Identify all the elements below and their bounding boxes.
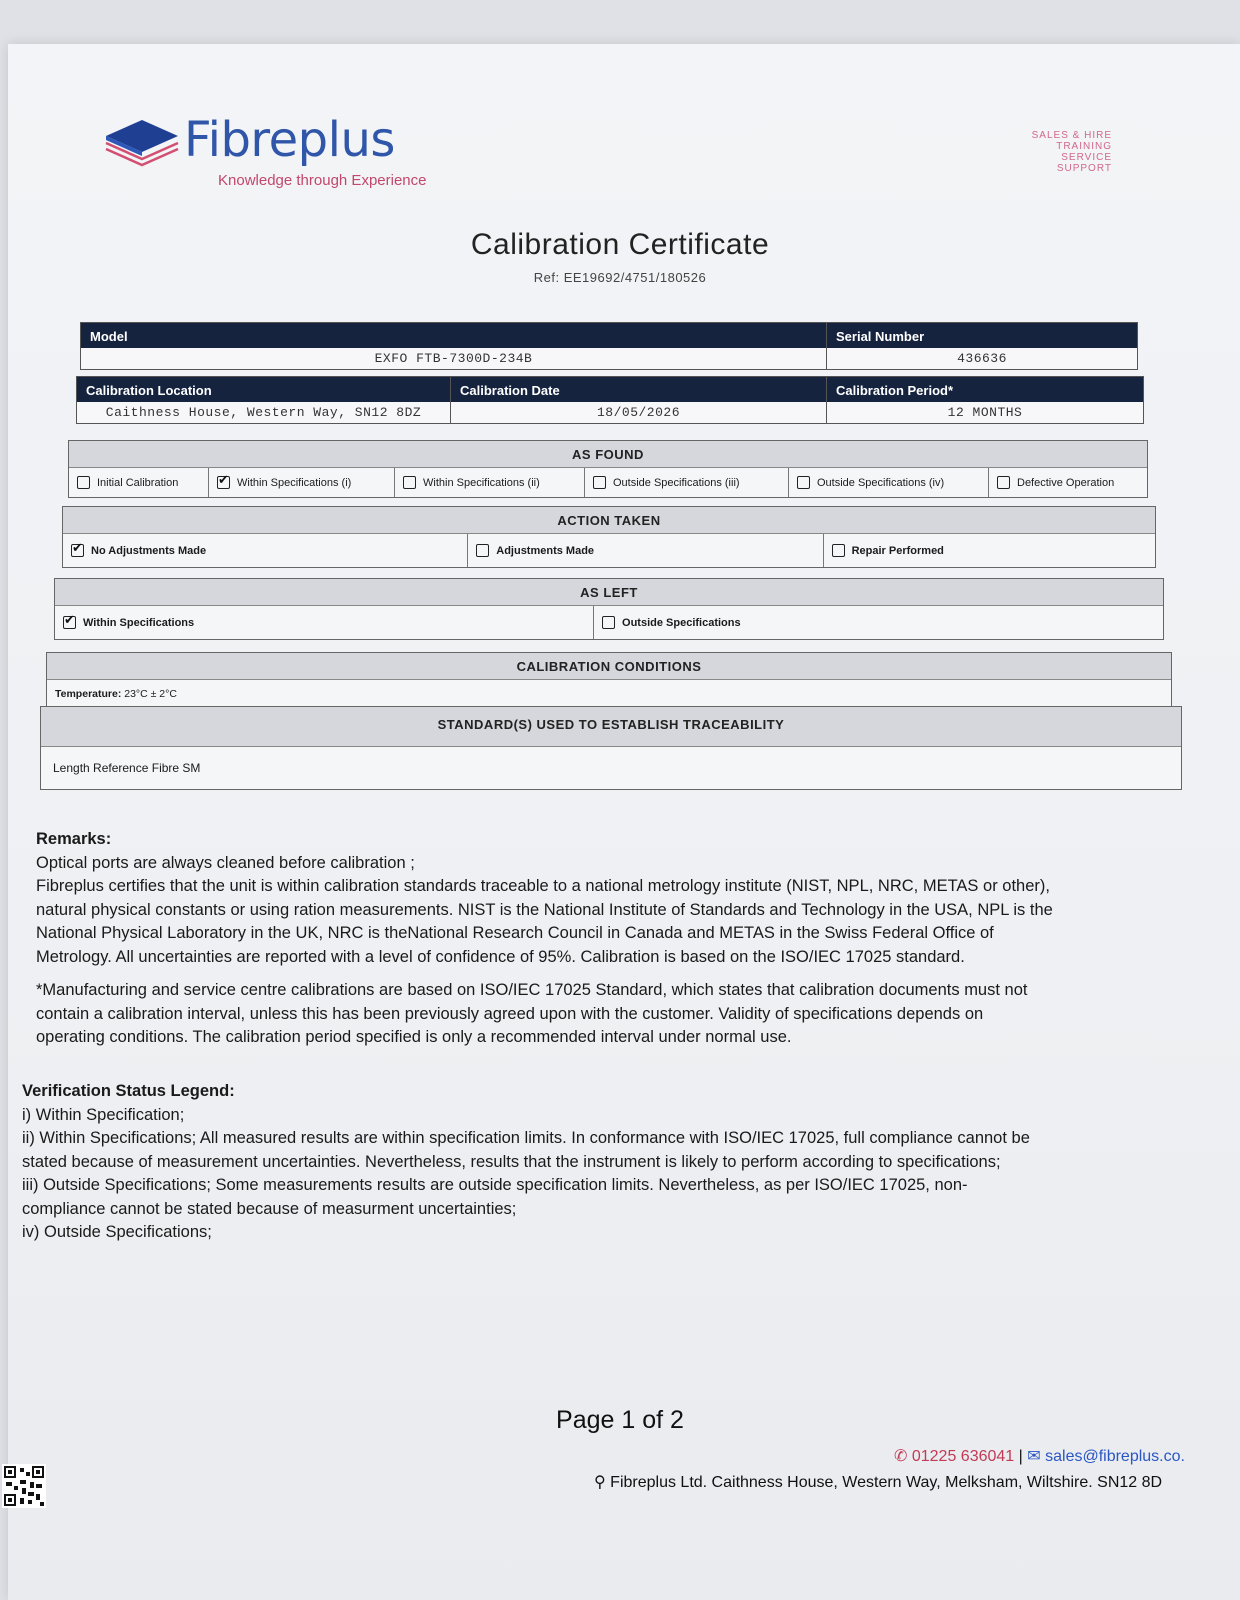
standards-section bbox=[40, 706, 1182, 790]
remarks-line: Fibreplus certifies that the unit is within calibration standards traceable to a national metrology institute (NIST, NPL, NRC, METAS or other), bbox=[36, 877, 1050, 895]
service-item: TRAINING bbox=[1056, 141, 1112, 152]
date-value: 18/05/2026 bbox=[596, 405, 680, 420]
certificate-title: Calibration Certificate bbox=[470, 228, 770, 261]
temperature-label: Temperature: bbox=[55, 688, 122, 700]
remarks-line: Metrology. All uncertainties are reported with a level of confidence of 95%. Calibration is based on the ISO/IEC 17025 standard. bbox=[36, 947, 965, 966]
calibration-note-line: *Manufacturing and service centre calibrations are based on ISO/IEC 17025 Standard, which states that calibration documents must not bbox=[36, 981, 1028, 999]
calibration-info-table bbox=[76, 376, 1144, 424]
period-value: 12 MONTHS bbox=[947, 405, 1023, 420]
as-left-section bbox=[54, 578, 1164, 640]
remarks-line: Optical ports are always cleaned before calibration ; bbox=[36, 853, 415, 872]
as-found-heading: AS FOUND bbox=[69, 441, 1147, 468]
serial-label: Serial Number bbox=[827, 323, 1137, 348]
action-repair-performed[interactable]: Repair Performed bbox=[824, 534, 1155, 567]
model-value: EXFO FTB-7300D-234B bbox=[374, 351, 533, 366]
checkbox-icon[interactable] bbox=[602, 616, 615, 629]
period-label: Calibration Period* bbox=[827, 377, 1143, 402]
remarks-line: natural physical constants or using ration measurements. NIST is the National Institute of Standards and Technology in the USA, NPL is the bbox=[36, 900, 1053, 919]
legend-line: iv) Outside Specifications; bbox=[22, 1223, 212, 1241]
calibration-note-line: contain a calibration interval, unless this has been previously agreed upon with the customer. Validity of specifications depends on bbox=[36, 1004, 984, 1023]
service-item: SALES & HIRE bbox=[1031, 130, 1112, 141]
date-label: Calibration Date bbox=[451, 377, 826, 402]
as-found-defective-operation[interactable]: Defective Operation bbox=[989, 468, 1147, 497]
model-label: Model bbox=[81, 323, 826, 348]
action-no-adjustments[interactable]: ✔ No Adjustments Made bbox=[63, 534, 468, 567]
checkbox-icon[interactable] bbox=[832, 544, 845, 557]
remarks-line: National Physical Laboratory in the UK, NRC is theNational Research Council in Canada and METAS in the Swiss Federal Office of bbox=[36, 924, 994, 942]
checkbox-icon[interactable] bbox=[997, 476, 1010, 489]
brand-tagline: Knowledge through Experience bbox=[218, 172, 427, 189]
legend-heading: Verification Status Legend: bbox=[22, 1082, 235, 1100]
location-value: Caithness House, Western Way, SN12 8DZ bbox=[105, 405, 422, 420]
standards-heading: STANDARD(S) USED TO ESTABLISH TRACEABILITY bbox=[41, 707, 1181, 747]
service-item: SUPPORT bbox=[1056, 163, 1112, 174]
address-text: Fibreplus Ltd. Caithness House, Western Way, Melksham, Wiltshire. SN12 8D bbox=[610, 1474, 1163, 1491]
page-number: Page 1 of 2 bbox=[556, 1406, 684, 1434]
as-found-outside-spec-iii[interactable]: Outside Specifications (iii) bbox=[585, 468, 789, 497]
checkbox-icon[interactable] bbox=[797, 476, 810, 489]
standards-value: Length Reference Fibre SM bbox=[53, 761, 201, 775]
phone-icon: ✆ bbox=[894, 1448, 908, 1465]
certificate-ref: Ref: EE19692/4751/180526 bbox=[533, 270, 707, 285]
qr-code-icon bbox=[2, 1464, 46, 1508]
serial-cell bbox=[827, 323, 1137, 369]
as-left-heading: AS LEFT bbox=[55, 579, 1163, 606]
legend-line: compliance cannot be stated because of measurment uncertainties; bbox=[22, 1199, 517, 1218]
location-pin-icon: ⚲ bbox=[594, 1474, 606, 1491]
as-left-outside-spec[interactable]: Outside Specifications bbox=[594, 606, 1163, 639]
checkbox-checked-icon[interactable] bbox=[63, 616, 76, 629]
as-left-within-spec[interactable]: ✔ Within Specifications bbox=[55, 606, 594, 639]
as-found-within-spec-ii[interactable]: Within Specifications (ii) bbox=[395, 468, 585, 497]
action-taken-section bbox=[62, 506, 1156, 568]
contact-line bbox=[894, 1446, 1185, 1466]
location-cell bbox=[77, 377, 451, 423]
as-found-section bbox=[68, 440, 1148, 498]
model-cell bbox=[81, 323, 827, 369]
as-found-initial-calibration[interactable]: Initial Calibration bbox=[69, 468, 209, 497]
calibration-note-line: operating conditions. The calibration period specified is only a recommended interval under normal use. bbox=[36, 1028, 792, 1046]
legend-line: i) Within Specification; bbox=[22, 1105, 185, 1124]
checkbox-icon[interactable] bbox=[476, 544, 489, 557]
temperature-value: 23°C ± 2°C bbox=[124, 688, 177, 700]
checkbox-icon[interactable] bbox=[403, 476, 416, 489]
email-link[interactable]: sales@fibreplus.co. bbox=[1045, 1448, 1185, 1465]
email-icon: ✉ bbox=[1027, 1448, 1041, 1465]
location-label: Calibration Location bbox=[77, 377, 450, 402]
action-adjustments-made[interactable]: Adjustments Made bbox=[468, 534, 823, 567]
phone-number[interactable]: 01225 636041 bbox=[911, 1448, 1015, 1465]
date-cell bbox=[451, 377, 827, 423]
checkbox-checked-icon[interactable] bbox=[71, 544, 84, 557]
remarks-block bbox=[36, 828, 1206, 1050]
serial-value: 436636 bbox=[957, 351, 1007, 366]
action-taken-heading: ACTION TAKEN bbox=[63, 507, 1155, 534]
legend-line: ii) Within Specifications; All measured results are within specification limits. In conformance with ISO/IEC 17025, full compliance cannot be bbox=[22, 1129, 1030, 1147]
legend-line: stated because of measurement uncertainties. Nevertheless, results that the instrument is likely to perform according to specifications; bbox=[22, 1152, 1001, 1171]
contact-separator: | bbox=[1018, 1448, 1023, 1465]
legend-block bbox=[22, 1080, 1222, 1245]
service-item: SERVICE bbox=[1061, 152, 1112, 163]
model-serial-table bbox=[80, 322, 1138, 370]
conditions-section bbox=[46, 652, 1172, 709]
as-found-outside-spec-iv[interactable]: Outside Specifications (iv) bbox=[789, 468, 989, 497]
checkbox-icon[interactable] bbox=[593, 476, 606, 489]
services-list bbox=[1032, 130, 1112, 174]
checkbox-icon[interactable] bbox=[77, 476, 90, 489]
brand-name: Fibreplus bbox=[184, 112, 395, 168]
remarks-heading: Remarks: bbox=[36, 830, 112, 848]
fibreplus-logo-icon bbox=[104, 118, 180, 168]
conditions-heading: CALIBRATION CONDITIONS bbox=[47, 653, 1171, 680]
as-found-within-spec-i[interactable]: ✔ Within Specifications (i) bbox=[209, 468, 395, 497]
temperature-row bbox=[47, 680, 1171, 708]
address-line bbox=[594, 1472, 1162, 1492]
checkbox-checked-icon[interactable] bbox=[217, 476, 230, 489]
period-cell bbox=[827, 377, 1143, 423]
legend-line: iii) Outside Specifications; Some measurements results are outside specification limits. Nevertheless, as per ISO/IEC 17025, non- bbox=[22, 1176, 968, 1194]
